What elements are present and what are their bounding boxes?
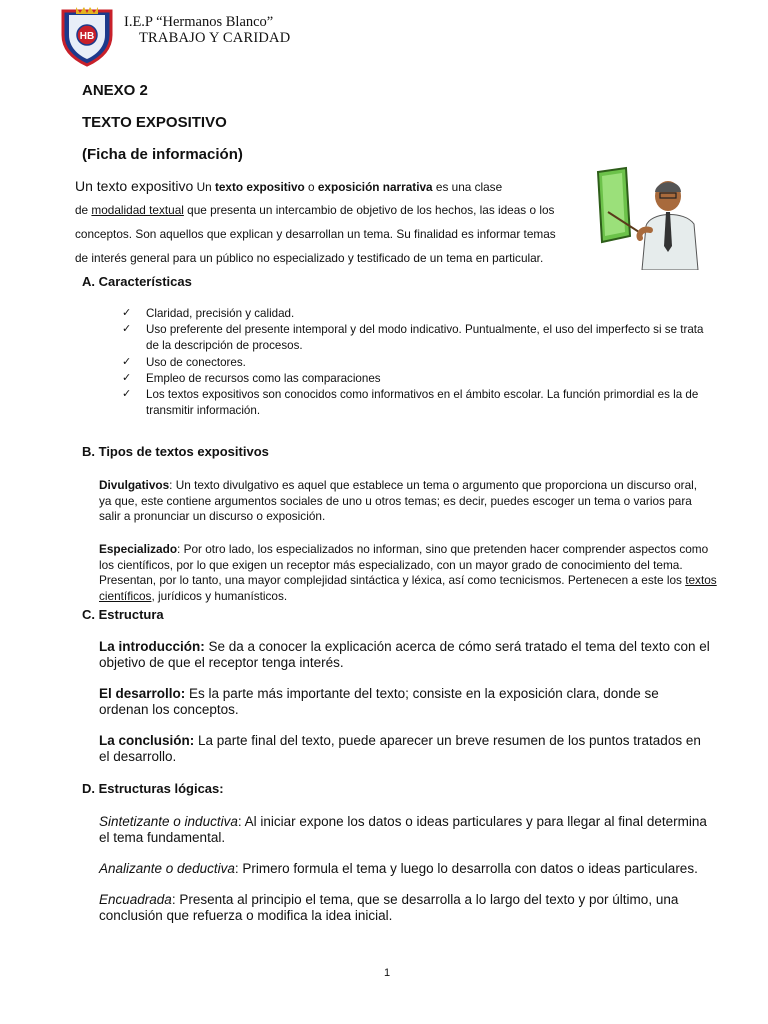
section-c-title: C. Estructura: [82, 607, 164, 622]
checklist-item: [122, 355, 712, 371]
checklist-item-text: Claridad, precisión y calidad.: [146, 307, 295, 320]
intro-text: es una clase: [432, 180, 503, 194]
checklist-item: [122, 306, 712, 322]
desarrollo-text: Es la parte más importante del texto; consiste en la exposición clara, donde se ordenan los conceptos.: [99, 686, 659, 717]
encuadrada-text: : Presenta al principio el tema, que se desarrolla a lo largo del texto y por último, una conclusión que refuerza o modifica la idea inicial.: [99, 892, 679, 923]
modalidad-textual-link[interactable]: modalidad textual: [91, 203, 184, 217]
page-number: 1: [384, 967, 391, 979]
intro-text: o: [304, 180, 318, 194]
sintetizante-term: Sintetizante o inductiva: [99, 814, 238, 829]
intro-text: Un: [193, 180, 215, 194]
introduccion-paragraph: [99, 639, 711, 670]
svg-text:HB: HB: [79, 31, 95, 42]
annex-label: ANEXO 2: [82, 82, 148, 99]
conclusion-term: La conclusión:: [99, 733, 195, 748]
check-icon: ✓: [122, 307, 132, 319]
checklist-item-text: Uso de conectores.: [146, 355, 246, 369]
analizante-text: : Primero formula el tema y luego lo desarrolla con datos o ideas particulares.: [234, 861, 698, 876]
school-motto: TRABAJO Y CARIDAD: [139, 30, 291, 46]
checklist-item: [122, 387, 712, 419]
checklist-item-text: Uso preferente del presente intemporal y del modo indicativo. Puntualmente, el uso del imperfecto si se trata de la descripción de procesos.: [146, 323, 704, 353]
section-d-title: D. Estructuras lógicas:: [82, 781, 224, 796]
desarrollo-paragraph: [99, 686, 711, 717]
characteristics-checklist: [122, 306, 712, 419]
sintetizante-text: : Al iniciar expone los datos o ideas particulares y para llegar al final determina el tema fundamental.: [99, 814, 707, 845]
section-b-title: B. Tipos de textos expositivos: [82, 444, 269, 459]
textos-cientificos-link[interactable]: textos científicos: [99, 573, 717, 603]
introduccion-text: Se da a conocer la explicación acerca de cómo será tratado el tema del texto con el objetivo de que el receptor tenga interés.: [99, 639, 710, 670]
sintetizante-paragraph: [99, 814, 711, 845]
divulgativos-text: : Un texto divulgativo es aquel que establece un tema o argumento que proporciona un discurso oral, ya que, este contiene argumentos sociales de uno u otros temas; es decir, puedes escoger un tema o varios para salir a pronunciar un discurso o exposición.: [99, 478, 698, 524]
encuadrada-term: Encuadrada: [99, 892, 172, 907]
check-icon: ✓: [122, 355, 132, 368]
intro-bold-term: exposición narrativa: [317, 180, 433, 194]
school-crest-logo: [58, 5, 116, 67]
intro-line-4: de interés general para un público no especializado y testificado de un tema en particular.: [75, 251, 544, 265]
encuadrada-paragraph: [99, 892, 711, 923]
intro-lead: Un texto expositivo: [75, 178, 194, 194]
introduccion-term: La introducción:: [99, 639, 205, 654]
intro-text: que presenta un intercambio de objetivo de los hechos, las ideas o los: [183, 203, 555, 217]
check-icon: ✓: [122, 388, 132, 401]
intro-line-3: conceptos. Son aquellos que explican y desarrollan un tema. Su finalidad es informar temas: [75, 227, 556, 241]
intro-bold-term: texto expositivo: [214, 180, 305, 194]
conclusion-paragraph: [99, 733, 711, 764]
intro-text: de: [75, 203, 92, 217]
divulgativos-term: Divulgativos: [99, 478, 170, 492]
intro-line-2: [75, 203, 554, 217]
desarrollo-term: El desarrollo:: [99, 686, 186, 701]
teacher-clipart-image: [584, 166, 702, 270]
intro-line-1: [75, 178, 502, 194]
checklist-item-text: Empleo de recursos como las comparaciones: [146, 371, 381, 385]
conclusion-text: La parte final del texto, puede aparecer un breve resumen de los puntos tratados en el desarrollo.: [99, 733, 701, 764]
especializado-text-end: , jurídicos y humanísticos.: [151, 588, 288, 603]
checklist-item-text: Los textos expositivos son conocidos como informativos en el ámbito escolar. La función primordial es la de transmitir información.: [146, 388, 699, 418]
check-icon: ✓: [122, 371, 132, 384]
divulgativos-paragraph: [99, 478, 709, 525]
document-subtitle: (Ficha de información): [82, 146, 243, 163]
analizante-paragraph: [99, 861, 711, 877]
especializado-paragraph: [99, 542, 719, 604]
analizante-term: Analizante o deductiva: [99, 861, 235, 876]
check-icon: ✓: [122, 323, 132, 336]
section-a-title: A. Características: [82, 274, 192, 289]
especializado-text: : Por otro lado, los especializados no informan, sino que pretenden hacer comprender aspectos como los científicos, por lo que exigen un receptor más especializado, con un mayor grado de conocimiento del tema. Presentan, por lo tanto, una mayor complejidad sintáctica y léxica, así como tecnicismos. Pertenecen a este los: [99, 542, 709, 588]
checklist-item: [122, 322, 712, 354]
document-title: TEXTO EXPOSITIVO: [82, 114, 227, 131]
checklist-item: [122, 371, 712, 387]
school-name: I.E.P “Hermanos Blanco”: [124, 14, 274, 30]
especializado-term: Especializado: [99, 542, 178, 556]
